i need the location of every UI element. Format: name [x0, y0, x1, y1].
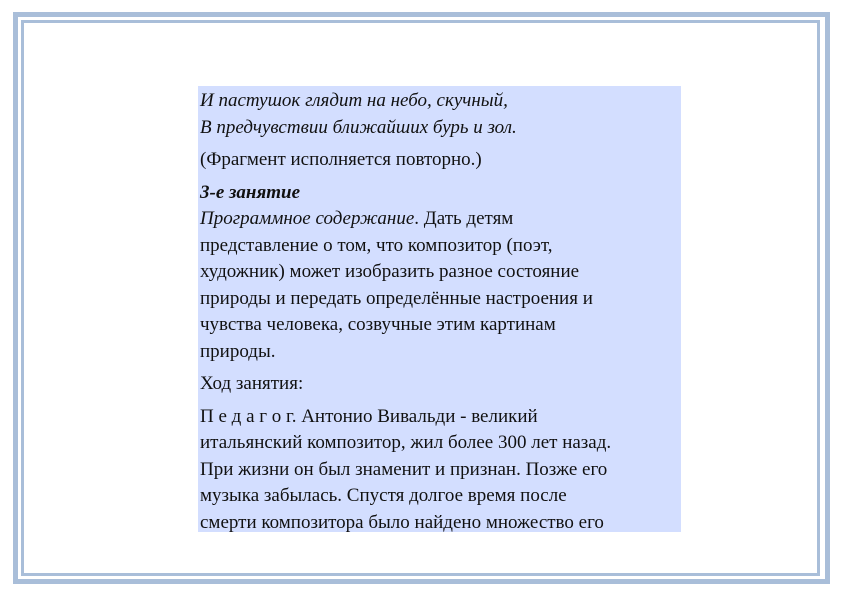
poem-line-1: И пастушок глядит на небо, скучный,: [200, 90, 508, 111]
fragment-note: (Фрагмент исполняется повторно.): [200, 149, 482, 170]
document-text-block: [198, 86, 681, 532]
teacher-text-line-5: смерти композитора было найдено множество его: [200, 511, 604, 532]
teacher-text-line-1: П е д а г о г. Антонио Вивальди - великий: [200, 405, 538, 427]
program-content-line-3: художник) может изобразить разное состояние: [200, 261, 580, 282]
teacher-text-line-4: музыка забылась. Спустя долгое время после: [200, 485, 567, 506]
poem-line-2: В предчувствии ближайших бурь и зол.: [200, 116, 517, 138]
lesson-heading: 3-е занятие: [200, 181, 301, 203]
teacher-text-line-3: При жизни он был знаменит и признан. Позже его: [200, 458, 608, 480]
program-content-line-2: представление о том, что композитор (поэт,: [200, 234, 553, 256]
program-content-label: Программное содержание: [200, 208, 415, 229]
program-content-line-6: природы.: [200, 340, 276, 362]
program-content-line-5: чувства человека, созвучные этим картинам: [200, 314, 556, 335]
teacher-text-line-2: итальянский композитор, жил более 300 лет назад.: [200, 432, 612, 453]
program-content-line-1-text: . Дать детям: [414, 208, 514, 229]
program-content-line-1: [200, 206, 681, 233]
lesson-progress-heading: Ход занятия:: [200, 373, 304, 394]
program-content-line-4: природы и передать определённые настроения и: [200, 287, 593, 309]
